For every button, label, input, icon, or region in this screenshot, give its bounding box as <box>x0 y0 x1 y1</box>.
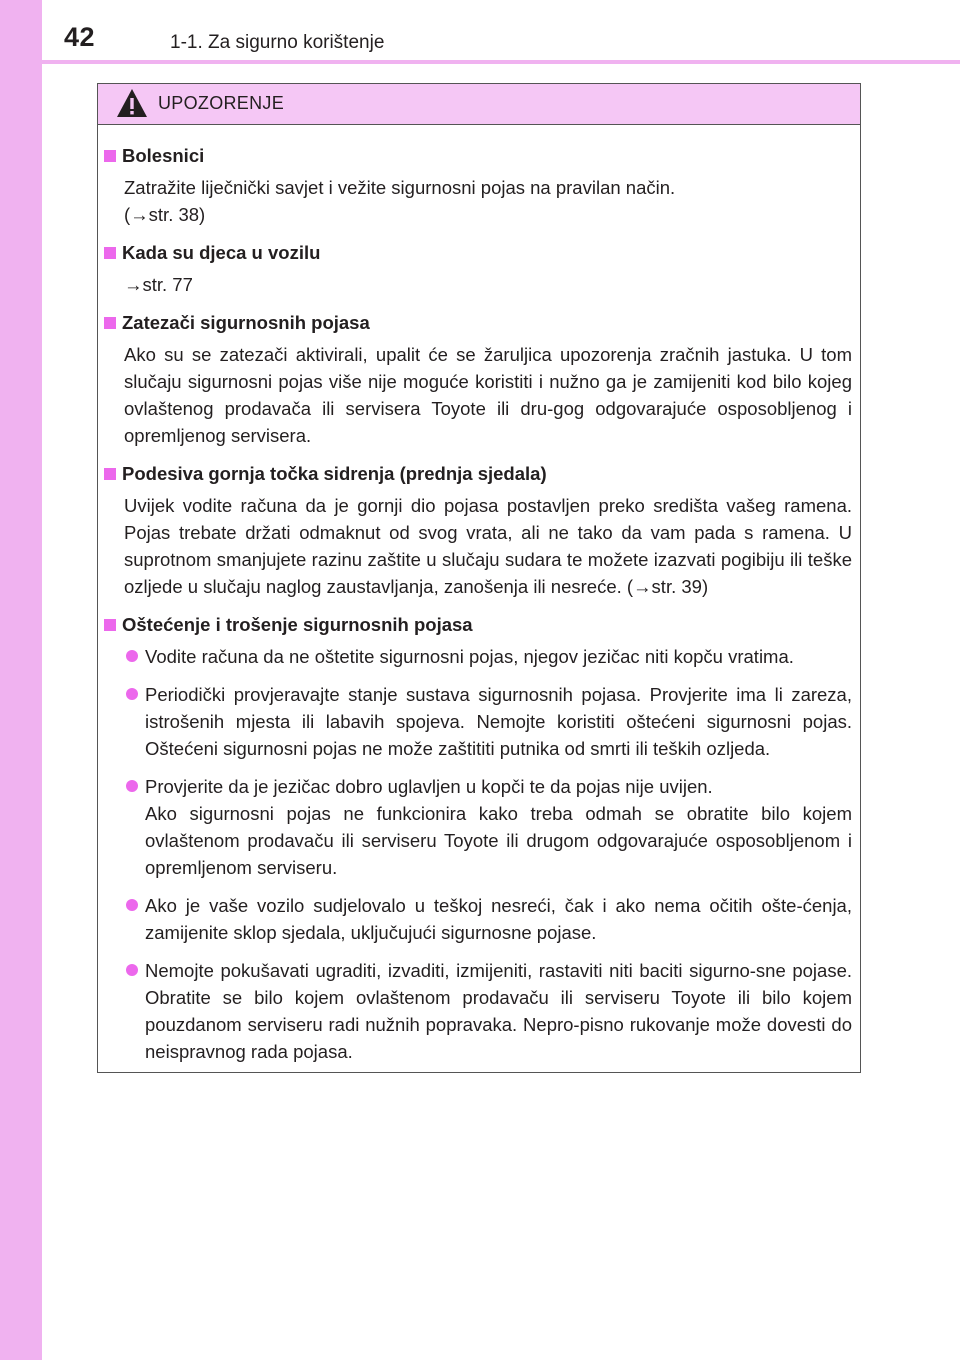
warning-body <box>98 125 860 1065</box>
warning-item-ostecenje <box>104 612 852 1065</box>
square-bullet-icon <box>104 468 116 480</box>
warning-item-zatezaci <box>104 310 852 449</box>
page-number: 42 <box>64 22 96 52</box>
list-item: Vodite računa da ne oštetite sigurnosni pojas, njegov jezičac niti kopču vratima. <box>126 643 852 670</box>
round-bullet-icon <box>126 688 138 700</box>
round-bullet-icon <box>126 650 138 662</box>
square-bullet-icon <box>104 150 116 162</box>
item-heading: Zatezači sigurnosnih pojasa <box>104 310 852 336</box>
section-title: 1-1. Za sigurno korištenje <box>170 32 385 53</box>
square-bullet-icon <box>104 247 116 259</box>
list-item: Provjerite da je jezičac dobro uglavljen u kopči te da pojas nije uvijen. Ako sigurnosni pojas ne funkcionira kako treba odmah se obratite bilo kojem ovlaštenom prodavaču ili serviseru Toyote ili drugom odgovarajuće osposobljenom i opremljenom serviseru. <box>126 773 852 881</box>
warning-item-sidrenje <box>104 461 852 600</box>
square-bullet-icon <box>104 619 116 631</box>
side-tab-strip <box>0 0 42 1360</box>
item-text: Uvijek vodite računa da je gornji dio pojasa postavljen preko središta vašeg ramena. Pojas trebate držati odmaknut od svog vrata, ali ne tako da vam pada s ramena. U suprotnom smanjujete razinu zaštite u slučaju sudara te možete izazvati pogibiju ili teške ozljede u slučaju naglog zaustavljanja, zanošenja ili nesreće. (→str. 39) <box>124 495 852 597</box>
warning-triangle-icon <box>116 88 148 118</box>
warning-header <box>98 84 860 125</box>
round-bullet-icon <box>126 899 138 911</box>
page-reference: →str. 77 <box>124 274 193 295</box>
page-reference: (→str. 38) <box>124 204 206 225</box>
item-heading: Podesiva gornja točka sidrenja (prednja sjedala) <box>104 461 852 487</box>
round-bullet-icon <box>126 780 138 792</box>
round-bullet-icon <box>126 964 138 976</box>
item-heading: Oštećenje i trošenje sigurnosnih pojasa <box>104 612 852 638</box>
warning-item-djeca <box>104 240 852 298</box>
warning-title: UPOZORENJE <box>158 93 285 113</box>
item-text: Zatražite liječnički savjet i vežite sigurnosni pojas na pravilan način. (→str. 38) <box>124 177 676 225</box>
list-item: Periodički provjeravajte stanje sustava sigurnosnih pojasa. Provjerite ima li zareza, istrošenih mjesta ili labavih spojeva. Nemojte koristiti oštećeni sigurnosni pojas. Oštećeni sigurnosni pojas ne može zaštititi putnika od smrti ili teških ozljeda. <box>126 681 852 762</box>
warning-box <box>97 83 861 1073</box>
warning-item-bolesnici <box>104 143 852 228</box>
item-heading: Bolesnici <box>104 143 852 169</box>
item-text: Ako su se zatezači aktivirali, upalit će se žaruljica upozorenja zračnih jastuka. U tom slučaju sigurnosni pojas više nije moguće koristiti i nužno ga je zamijeniti kod bilo kojeg ovlaštenog prodavača ili servisera Toyote ili dru-gog odgovarajuće osposobljenog i opremljenog servisera. <box>124 344 852 446</box>
list-item: Ako je vaše vozilo sudjelovalo u teškoj nesreći, čak i ako nema očitih ošte-ćenja, zamijenite sklop sjedala, uključujući sigurnosne pojase. <box>126 892 852 946</box>
square-bullet-icon <box>104 317 116 329</box>
list-item: Nemojte pokušavati ugraditi, izvaditi, izmijeniti, rastaviti niti baciti sigurno-sne pojase. Obratite se bilo kojem ovlaštenom prodavaču ili serviseru Toyote ili bilo kojem pouzdanom serviseru radi nužnih popravaka. Nepro-pisno rukovanje može dovesti do neispravnog rada pojasa. <box>126 957 852 1065</box>
item-heading: Kada su djeca u vozilu <box>104 240 852 266</box>
header-rule <box>42 60 960 64</box>
